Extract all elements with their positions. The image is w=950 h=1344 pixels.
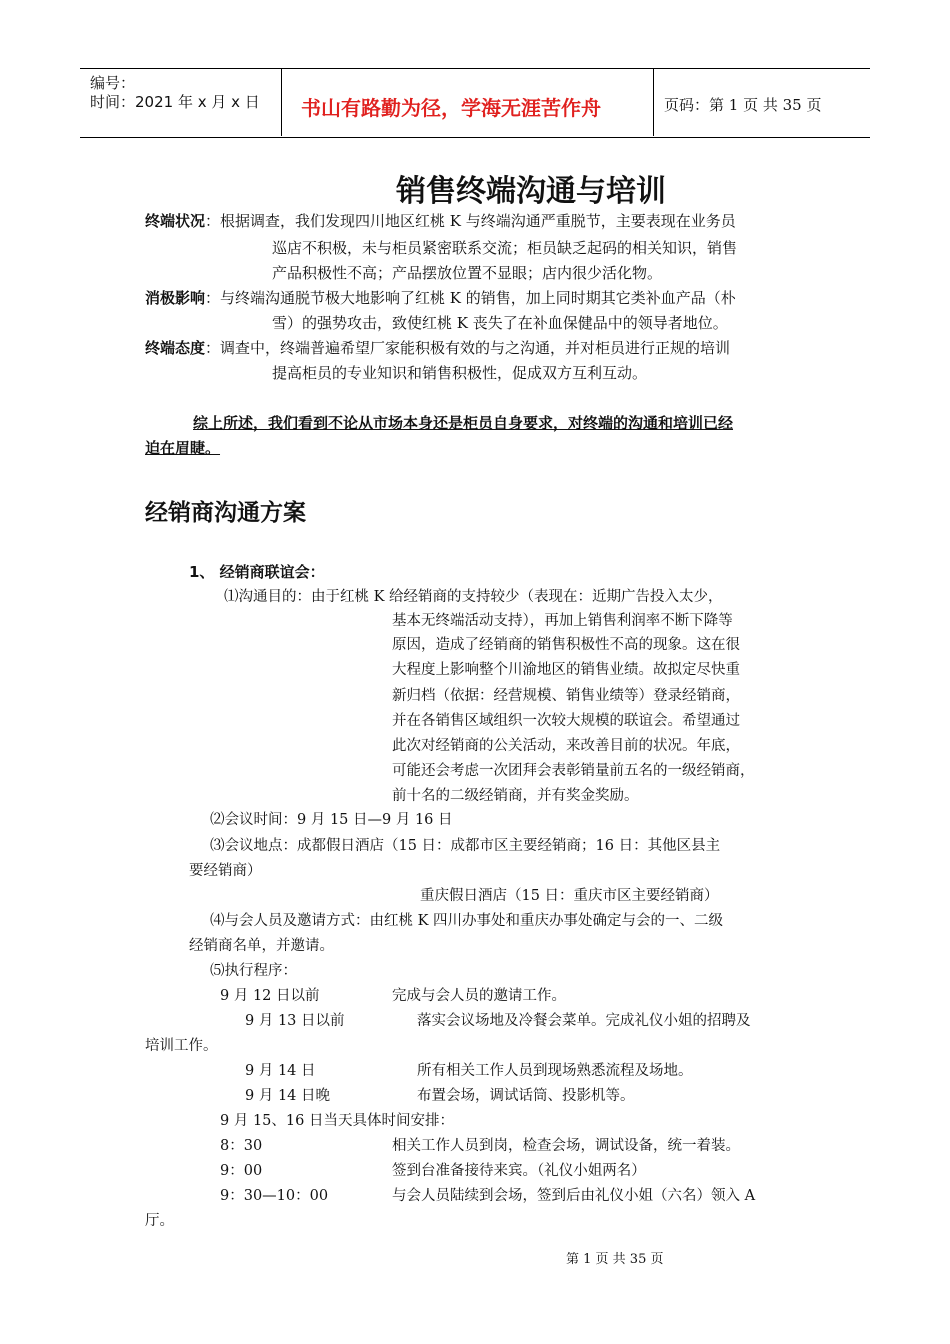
meeting-location-line-1: ⑶会议地点：成都假日酒店（15 日：成都市区主要经销商；16 日：其他区县主 — [210, 838, 721, 854]
day-schedule-task: 与会人员陆续到会场，签到后由礼仪小姐（六名）领入 A — [392, 1188, 756, 1204]
schedule-date: 9 月 14 日 — [245, 1063, 316, 1079]
header-motto: 书山有路勤为径，学海无涯苦作舟 — [301, 96, 601, 120]
purpose-line-9: 前十名的二级经销商，并有奖金奖励。 — [392, 788, 639, 804]
purpose-line-3: 原因，造成了经销商的销售积极性不高的现象。这在很 — [392, 637, 740, 653]
negative-impact-label: 消极影响 — [145, 289, 206, 307]
purpose-line-8: 可能还会考虑一次团拜会表彰销量前五名的一级经销商， — [392, 763, 755, 779]
document-title: 销售终端沟通与培训 — [396, 174, 666, 209]
day-schedule-task: 相关工作人员到岗，检查会场，调试设备，统一着装。 — [392, 1138, 740, 1154]
summary-line-2: 迫在眉睫。 — [145, 439, 221, 457]
day-schedule-task: 签到台准备接待来宾。（礼仪小姐两名） — [392, 1163, 646, 1179]
negative-impact-line-2: 雪）的强势攻击，致使红桃 K 丧失了在补血保健品中的领导者地位。 — [272, 314, 728, 332]
schedule-date: 9 月 13 日以前 — [245, 1013, 345, 1029]
attendees-line-2: 经销商名单，并邀请。 — [189, 938, 334, 954]
terminal-attitude-line-2: 提高柜员的专业知识和销售积极性，促成双方互利互动。 — [272, 364, 648, 382]
section-title: 经销商沟通方案 — [145, 500, 306, 526]
terminal-status-line-1: 终端状况：根据调查，我们发现四川地区红桃 K 与终端沟通严重脱节，主要表现在业务员 — [145, 212, 736, 230]
summary-line-1: 综上所述，我们看到不论从市场本身还是柜员自身要求，对终端的沟通和培训已经 — [193, 414, 734, 432]
schedule-task-continued: 培训工作。 — [145, 1038, 218, 1054]
day-schedule-time: 9：00 — [220, 1163, 263, 1179]
schedule-task: 布置会场，调试话筒、投影机等。 — [417, 1088, 635, 1104]
terminal-status-line-3: 产品积极性不高；产品摆放位置不显眼；店内很少活化物。 — [272, 264, 663, 282]
procedure-heading: ⑸执行程序： — [210, 963, 297, 979]
schedule-task: 所有相关工作人员到现场熟悉流程及场地。 — [417, 1063, 693, 1079]
purpose-line-6: 并在各销售区域组织一次较大规模的联谊会。希望通过 — [392, 713, 740, 729]
attendees-line-1: ⑷与会人员及邀请方式：由红桃 K 四川办事处和重庆办事处确定与会的一、二级 — [210, 913, 724, 929]
purpose-line-1: ⑴沟通目的：由于红桃 K 给经销商的支持较少（表现在：近期广告投入太少， — [224, 589, 723, 605]
document-time-label: 时间：2021 年 x 月 x 日 — [90, 93, 260, 111]
day-schedule-title: 9 月 15、16 日当天具体时间安排： — [220, 1113, 454, 1129]
schedule-date: 9 月 12 日以前 — [220, 988, 320, 1004]
day-schedule-time: 9：30—10：00 — [220, 1188, 329, 1204]
purpose-line-4: 大程度上影响整个川渝地区的销售业绩。故拟定尽快重 — [392, 662, 740, 678]
page-footer: 第 1 页 共 35 页 — [566, 1252, 664, 1267]
day-schedule-task-continued: 厅。 — [145, 1213, 174, 1229]
purpose-line-5: 新归档（依据：经营规模、销售业绩等）登录经销商， — [392, 688, 740, 704]
schedule-task: 完成与会人员的邀请工作。 — [392, 988, 566, 1004]
schedule-date: 9 月 14 日晚 — [245, 1088, 331, 1104]
terminal-attitude-label: 终端态度 — [145, 339, 206, 357]
purpose-line-2: 基本无终端活动支持），再加上销售利润率不断下降等 — [392, 613, 733, 629]
negative-impact-line-1: 消极影响：与终端沟通脱节极大地影响了红桃 K 的销售，加上同时期其它类补血产品（朴 — [145, 289, 736, 307]
terminal-attitude-line-1: 终端态度：调查中，终端普遍希望厂家能积极有效的与之沟通，并对柜员进行正规的培训 — [145, 339, 731, 357]
meeting-time: ⑵会议时间：9 月 15 日—9 月 16 日 — [210, 812, 453, 828]
terminal-status-line-2: 巡店不积极，未与柜员紧密联系交流；柜员缺乏起码的相关知识，销售 — [272, 239, 738, 257]
document-number-label: 编号： — [90, 74, 136, 92]
terminal-status-label: 终端状况 — [145, 212, 206, 230]
header-page-code: 页码：第 1 页 共 35 页 — [664, 96, 822, 114]
meeting-location-line-3: 重庆假日酒店（15 日：重庆市区主要经销商） — [420, 888, 719, 904]
purpose-line-7: 此次对经销商的公关活动，来改善目前的状况。年底， — [392, 738, 740, 754]
day-schedule-time: 8：30 — [220, 1138, 263, 1154]
schedule-task: 落实会议场地及冷餐会菜单。完成礼仪小姐的招聘及 — [417, 1013, 751, 1029]
meeting-location-line-2: 要经销商） — [189, 863, 262, 879]
item-heading: 1、 经销商联谊会： — [189, 563, 325, 581]
